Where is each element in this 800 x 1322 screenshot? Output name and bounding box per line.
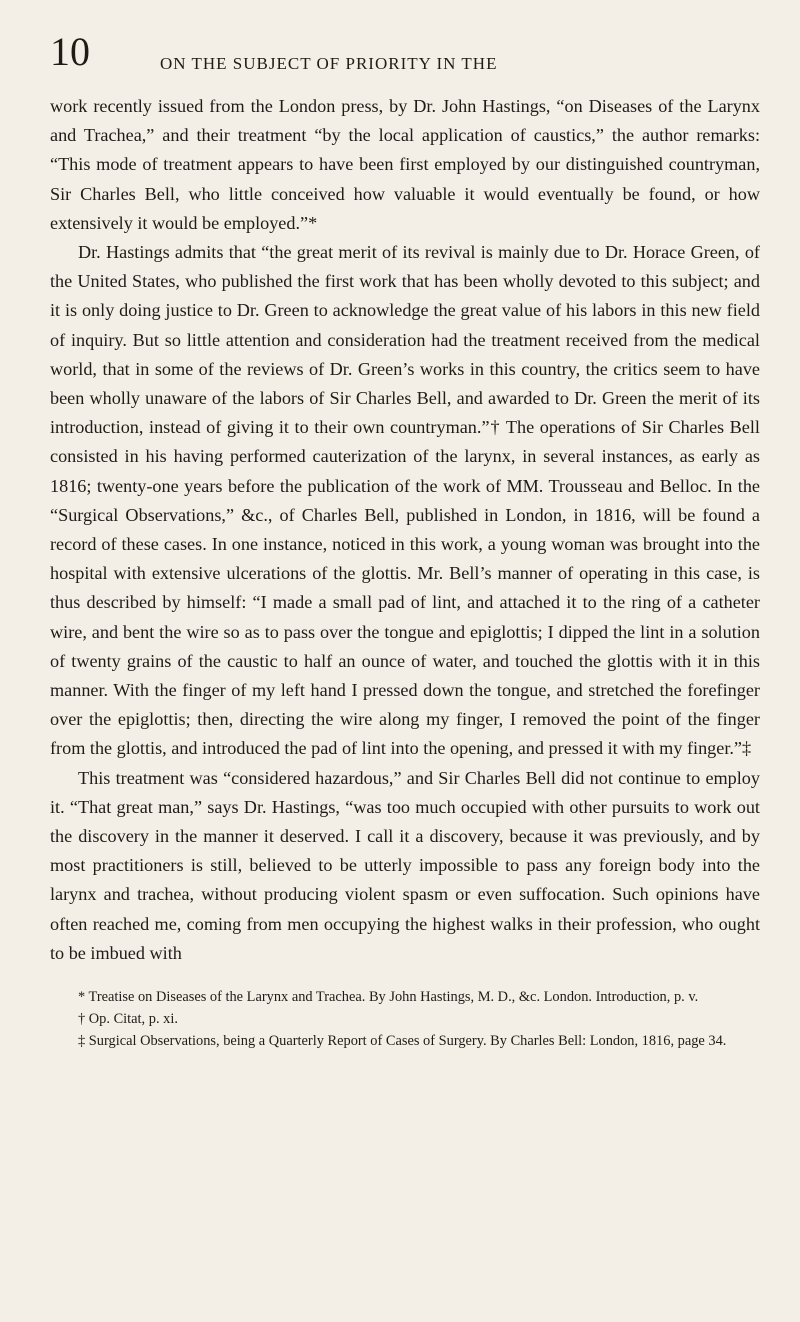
- running-head: ON THE SUBJECT OF PRIORITY IN THE: [160, 54, 498, 73]
- paragraph-3: This treatment was “considered hazardous,” and Sir Charles Bell did not continue to employ it. “That great man,” says Dr. Hastings, “was too much occupied with other pursuits to work out the discovery in the manner it deserved. I call it a discovery, because it was previously, and by most practitioners is still, believed to be utterly impossible to pass any foreign body into the larynx and trachea, without producing violent spasm or even suffocation. Such opinions have often reached me, coming from men occupying the highest walks in their profession, who ought to be imbued with: [50, 767, 760, 963]
- page-header: [50, 30, 760, 92]
- footnote-3: ‡ Surgical Observations, being a Quarterly Report of Cases of Surgery. By Charles Bell: London, 1816, page 34.: [78, 1033, 727, 1050]
- page-number: 10: [50, 29, 90, 74]
- footnote-1: * Treatise on Diseases of the Larynx and Trachea. By John Hastings, M. D., &c. London. Introduction, p. v.: [78, 989, 699, 1006]
- body-text: [50, 92, 760, 968]
- paragraph-2: Dr. Hastings admits that “the great merit of its revival is mainly due to Dr. Horace Green, of the United States, who published the first work that has been wholly devoted to this subject; and it is only doing justice to Dr. Green to acknowledge the great value of his labors in this new field of inquiry. But so little attention and consideration had the treatment received from the medical world, that in some of the reviews of Dr. Green’s works in this country, the critics seem to have been wholly unaware of the labors of Sir Charles Bell, and awarded to Dr. Green the merit of its introduction, instead of giving it to their own countryman.”† The operations of Sir Charles Bell consisted in his having performed cauterization of the larynx, in several instances, as early as 1816; twenty-one years before the publication of the work of MM. Trousseau and Belloc. In the “Surgical Observations,” &c., of Charles Bell, published in London, in 1816, will be found a record of these cases. In one instance, noticed in this work, a young woman was brought into the hospital with extensive ulcerations of the glottis. Mr. Bell’s manner of operating in this case, is thus described by himself: “I made a small pad of lint, and attached it to the ring of a catheter wire, and bent the wire so as to pass over the tongue and epiglottis; I dipped the lint in a solution of twenty grains of the caustic to half an ounce of water, and touched the glottis with it in this manner. With the finger of my left hand I pressed down the tongue, and stretched the forefinger over the epiglottis; then, directing the wire along my finger, I removed the point of the finger from the glottis, and introduced the pad of lint into the opening, and pressed it with my finger.”‡: [50, 242, 760, 759]
- footnote-2: † Op. Citat, p. xi.: [78, 1011, 178, 1028]
- paragraph-1: work recently issued from the London press, by Dr. John Hastings, “on Diseases of the Larynx and Trachea,” and their treatment “by the local application of caustics,” the author remarks: “This mode of treatment appears to have been first employed by our distinguished countryman, Sir Charles Bell, who little conceived how valuable it would eventually be found, or how extensively it would be employed.”*: [50, 96, 760, 233]
- footnotes: [50, 986, 760, 1052]
